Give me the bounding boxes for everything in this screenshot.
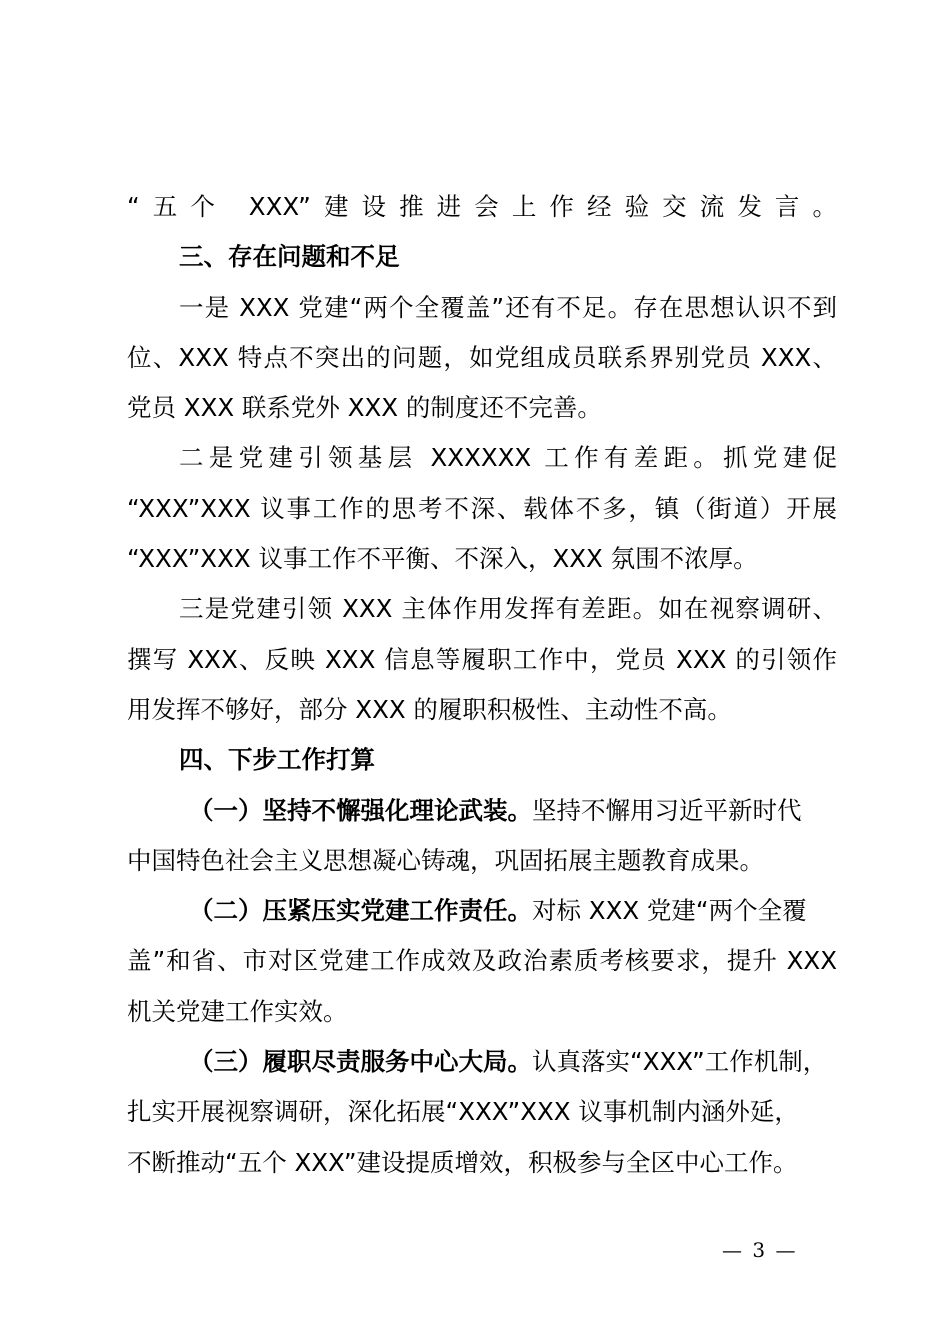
- paragraph-text: 对标 XXX 党建“两个全覆: [532, 896, 807, 926]
- paragraph-line: 位、XXX 特点不突出的问题，如党组成员联系界别党员 XXX、: [127, 342, 837, 372]
- document-body: [127, 182, 837, 1188]
- paragraph-line: 中国特色社会主义思想凝心铸魂，巩固拓展主题教育成果。: [127, 845, 764, 875]
- paragraph-line: 二是党建引领基层 XXXXXX 工作有差距。抓党建促: [179, 443, 837, 473]
- paragraph-line: 扎实开展视察调研，深化拓展“XXX”XXX 议事机制内涵外延，: [127, 1097, 799, 1127]
- paragraph-line: “五个 XXX”建设推进会上作经验交流发言。: [127, 192, 837, 221]
- paragraph-line: “XXX”XXX 议事工作不平衡、不深入，XXX 氛围不浓厚。: [127, 544, 758, 574]
- paragraph-line: [127, 886, 837, 936]
- subheading-responsibility: （二）压紧压实党建工作责任。: [189, 896, 532, 926]
- paragraph-text: 认真落实“XXX”工作机制，: [532, 1047, 828, 1077]
- subheading-service: （三）履职尽责服务中心大局。: [189, 1047, 532, 1077]
- subheading-theory: （一）坚持不懈强化理论武装。: [189, 795, 532, 825]
- paragraph-line: [127, 1037, 837, 1087]
- page-number: — 3 —: [722, 1238, 798, 1262]
- paragraph-line: 盖”和省、市对区党建工作成效及政治素质考核要求，提升 XXX: [127, 946, 837, 976]
- section-heading-issues: 三、存在问题和不足: [179, 242, 400, 272]
- section-heading-next-steps: 四、下步工作打算: [179, 745, 375, 775]
- paragraph-line: 撰写 XXX、反映 XXX 信息等履职工作中，党员 XXX 的引领作: [127, 644, 837, 674]
- paragraph-line: 党员 XXX 联系党外 XXX 的制度还不完善。: [127, 393, 602, 423]
- paragraph-line: 不断推动“五个 XXX”建设提质增效，积极参与全区中心工作。: [127, 1147, 798, 1177]
- paragraph-text: 坚持不懈用习近平新时代: [532, 795, 802, 825]
- paragraph-line: 机关党建工作实效。: [127, 996, 348, 1026]
- paragraph-line: 用发挥不够好，部分 XXX 的履职积极性、主动性不高。: [127, 694, 732, 724]
- paragraph-line: 三是党建引领 XXX 主体作用发挥有差距。如在视察调研、: [179, 594, 837, 624]
- paragraph-line: “XXX”XXX 议事工作的思考不深、载体不多，镇（街道）开展: [127, 493, 837, 523]
- paragraph-line: [127, 786, 837, 836]
- paragraph-line: 一是 XXX 党建“两个全覆盖”还有不足。存在思想认识不到: [179, 292, 837, 322]
